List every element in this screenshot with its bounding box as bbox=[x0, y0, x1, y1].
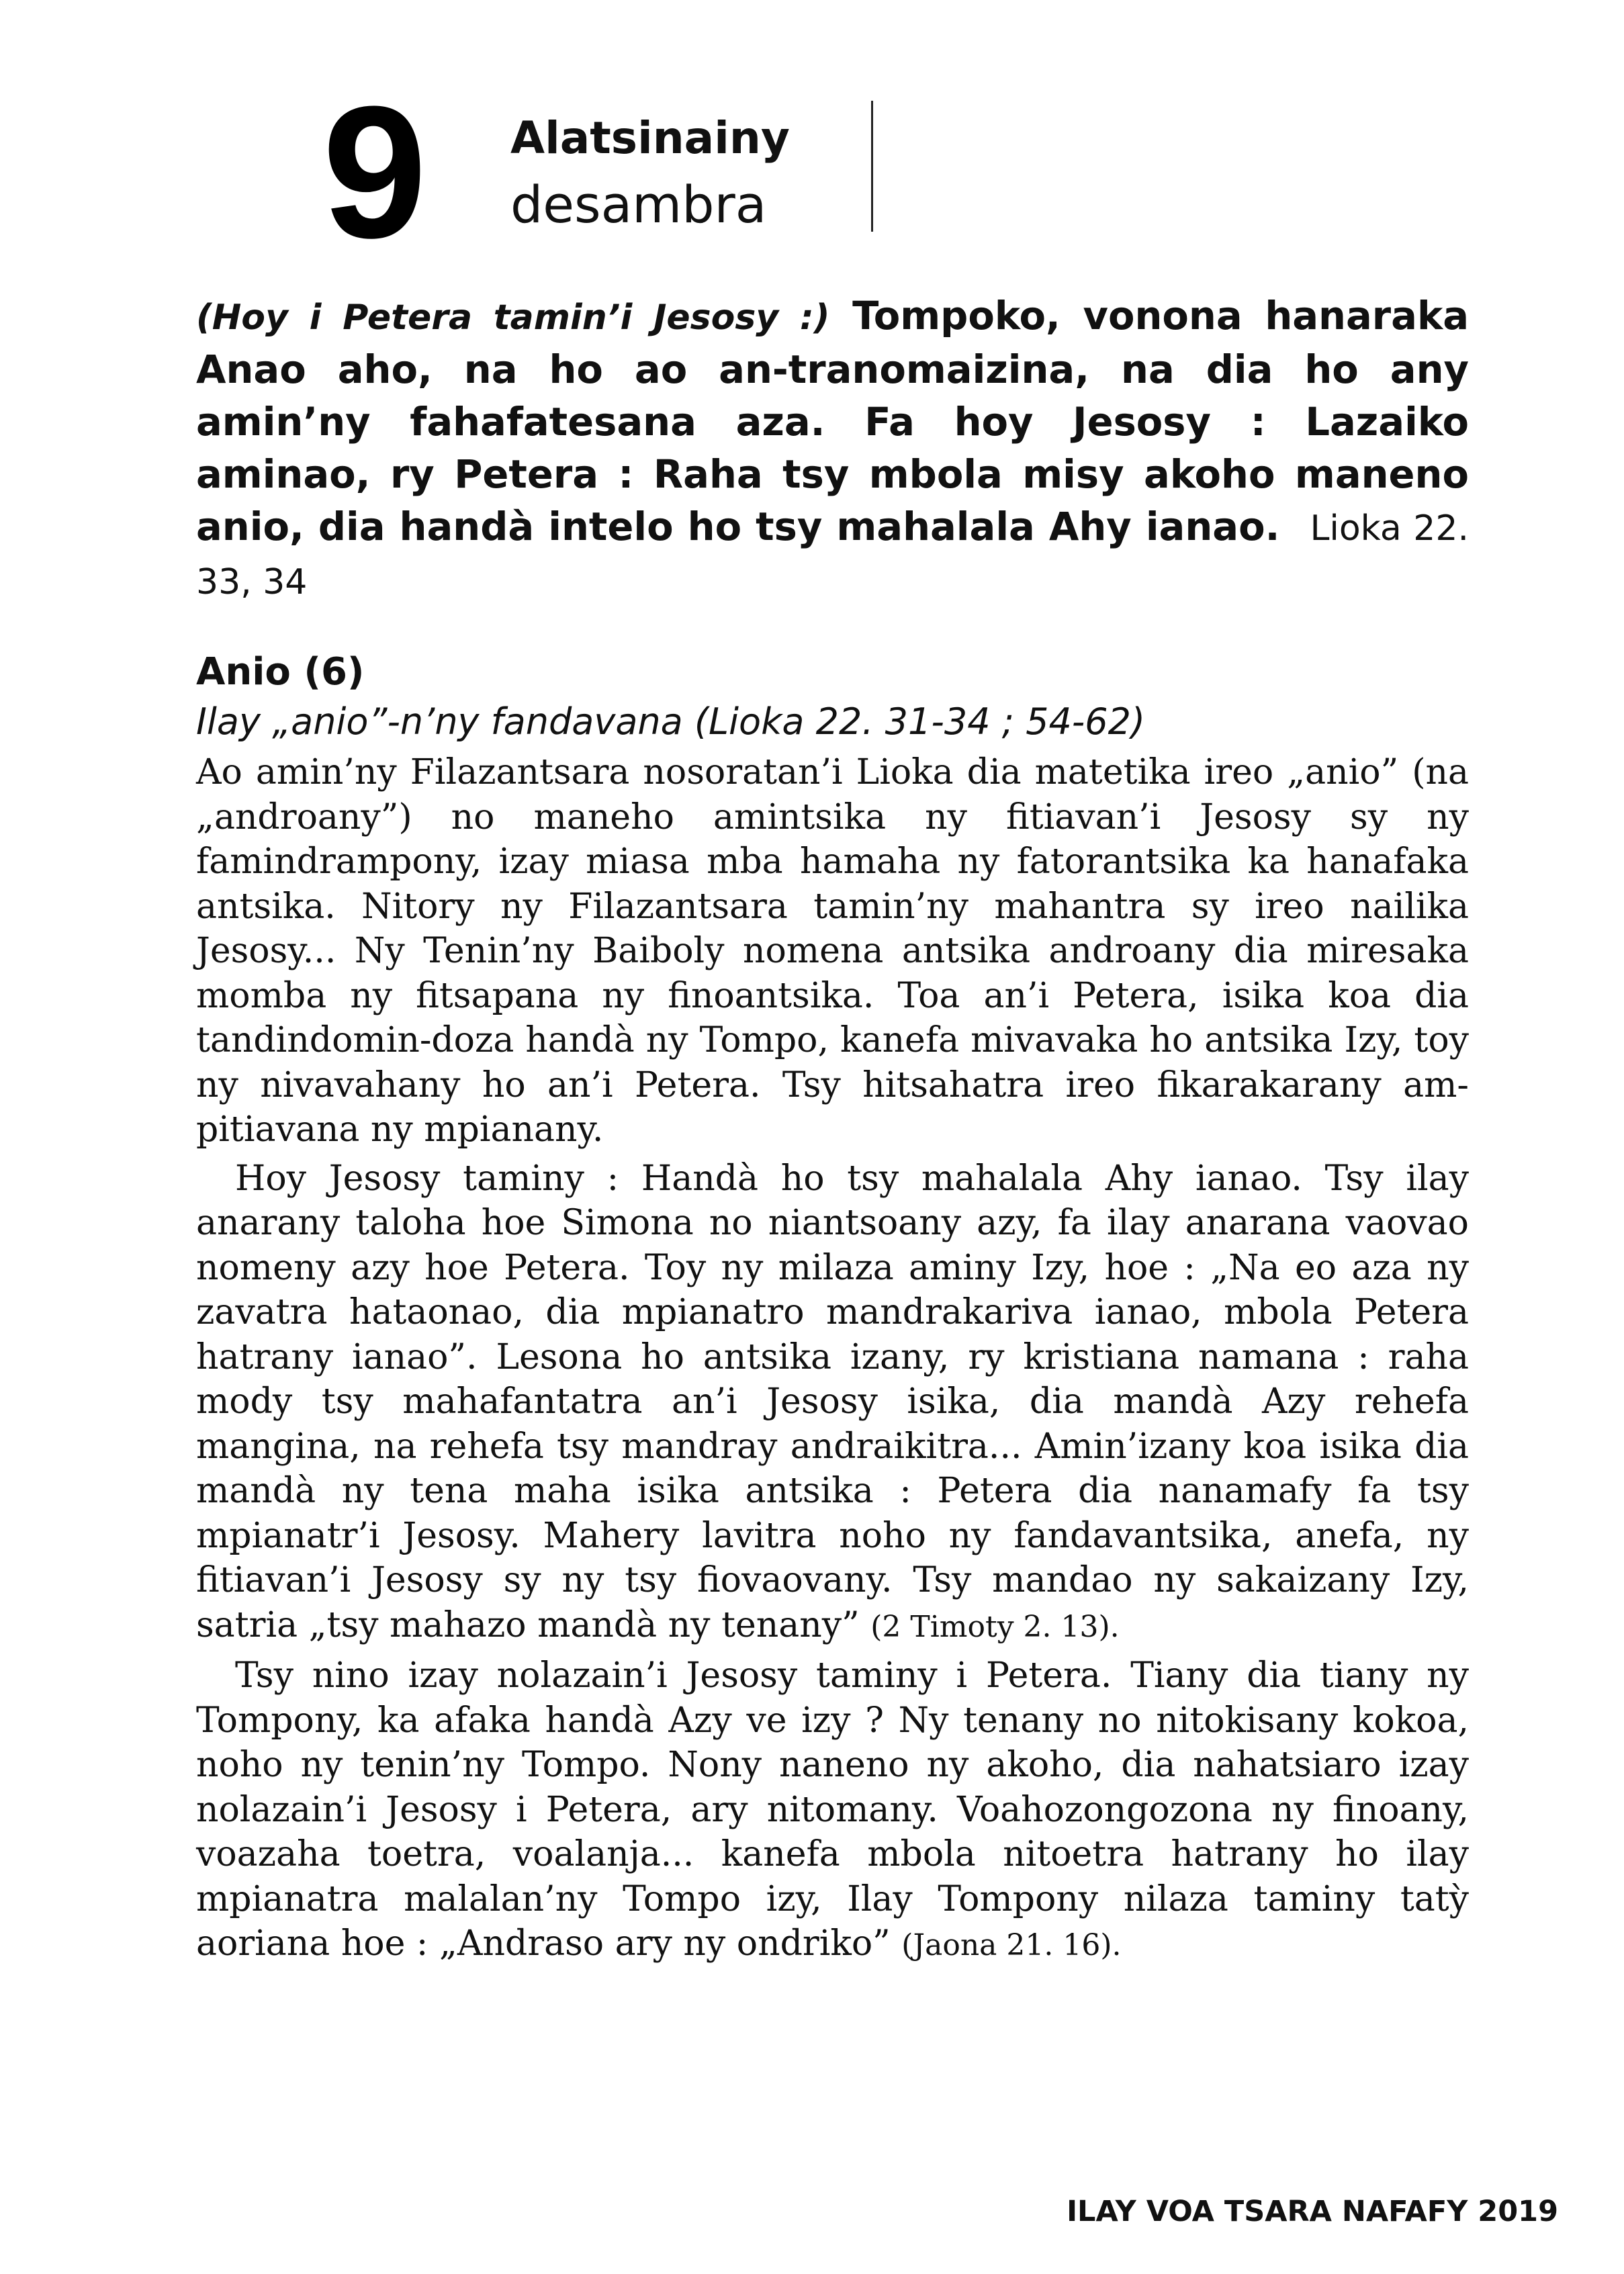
verse-text: Tompoko, vonona hanaraka Anao aho, na ho ao an-tranomaizina, na dia ho any amin’ny fahafatesana aza. Fa hoy Jesosy : Lazaiko aminao, ry Petera : Raha tsy mbola misy akoho maneno anio, dia handà intelo ho tsy mahalala Ahy ianao. bbox=[196, 293, 1469, 549]
body-paragraph-3-text: Tsy nino izay nolazain’i Jesosy taminy i Petera. Tiany dia tiany ny Tompony, ka afaka handà Azy ve izy ? Ny tenany no nitokisany kokoa, noho ny tenin’ny Tompo. Nony naneno ny akoho, dia nahatsiaro izay nolazain’i Jesosy i Petera, ary nitomany. Voahozongozona ny finoany, voazaha toetra, voalanja... kanefa mbola nitoetra hatrany ho ilay mpianatra malalan’ny Tompo izy, Ilay Tompony nilaza taminy tatỳ aoriana hoe : „Andraso ary ny ondriko” bbox=[196, 1655, 1469, 1964]
date-header bbox=[322, 68, 887, 277]
verse-reference: Lioka 22. 33, 34 bbox=[196, 508, 1469, 602]
verse-intro: (Hoy i Petera tamin’i Jesosy :) bbox=[196, 298, 830, 338]
scripture-reference: (Jaona 21. 16). bbox=[901, 1928, 1122, 1962]
daily-verse bbox=[196, 290, 1469, 608]
section-title: Anio (6) bbox=[196, 650, 365, 694]
meditation-body bbox=[196, 750, 1469, 1972]
month-label: desambra bbox=[510, 175, 767, 234]
body-paragraph-2-text: Hoy Jesosy taminy : Handà ho tsy mahalala Ahy ianao. Tsy ilay anarany taloha hoe Simona no niantsoany azy, fa ilay anarana vaovao nomeny azy hoe Petera. Toy ny milaza aminy Izy, hoe : „Na eo aza ny zavatra hataonao, dia mpianatro mandrakariva ianao, mbola Petera hatrany ianao”. Lesona ho antsika izany, ry kristiana namana : raha mody tsy mahafantatra an’i Jesosy isika, dia mandà Azy rehefa mangina, na rehefa tsy mandray andraikitra... Amin’izany koa isika dia mandà ny tena maha isika antsika : Petera dia nanamafy fa tsy mpianatr’i Jesosy. Mahery lavitra noho ny fandavantsika, anefa, ny fitiavan’i Jesosy sy ny tsy fiovaovany. Tsy mandao ny sakaizany Izy, satria „tsy mahazo mandà ny tenany” bbox=[196, 1158, 1469, 1645]
header-divider bbox=[871, 101, 873, 232]
day-number: 9 bbox=[322, 68, 424, 277]
section-subtitle: Ilay „anio”-n’ny fandavana (Lioka 22. 31-34 ; 54-62) bbox=[196, 700, 1146, 743]
weekday-label: Alatsinainy bbox=[510, 112, 790, 164]
body-paragraph-3 bbox=[196, 1653, 1469, 1968]
page-footer: ILAY VOA TSARA NAFAFY 2019 bbox=[1067, 2195, 1558, 2228]
scripture-reference: (2 Timoty 2. 13). bbox=[870, 1609, 1120, 1644]
body-paragraph-2 bbox=[196, 1156, 1469, 1650]
body-paragraph-1: Ao amin’ny Filazantsara nosoratan’i Lioka dia matetika ireo „anio” (na „androany”) no maneho amintsika ny fitiavan’i Jesosy sy ny famindrampony, izay miasa mba hamaha ny fatorantsika ka hanafaka antsika. Nitory ny Filazantsara tamin’ny mahantra sy ireo nailika Jesosy... Ny Tenin’ny Baiboly nomena antsika androany dia miresaka momba ny fitsapana ny finoantsika. Toa an’i Petera, isika koa dia tandindomin-doza handà ny Tompo, kanefa mivavaka ho antsika Izy, toy ny nivavahany ho an’i Petera. Tsy hitsahatra ireo fikarakarany am-pitiavana ny mpianany. bbox=[196, 752, 1469, 1150]
